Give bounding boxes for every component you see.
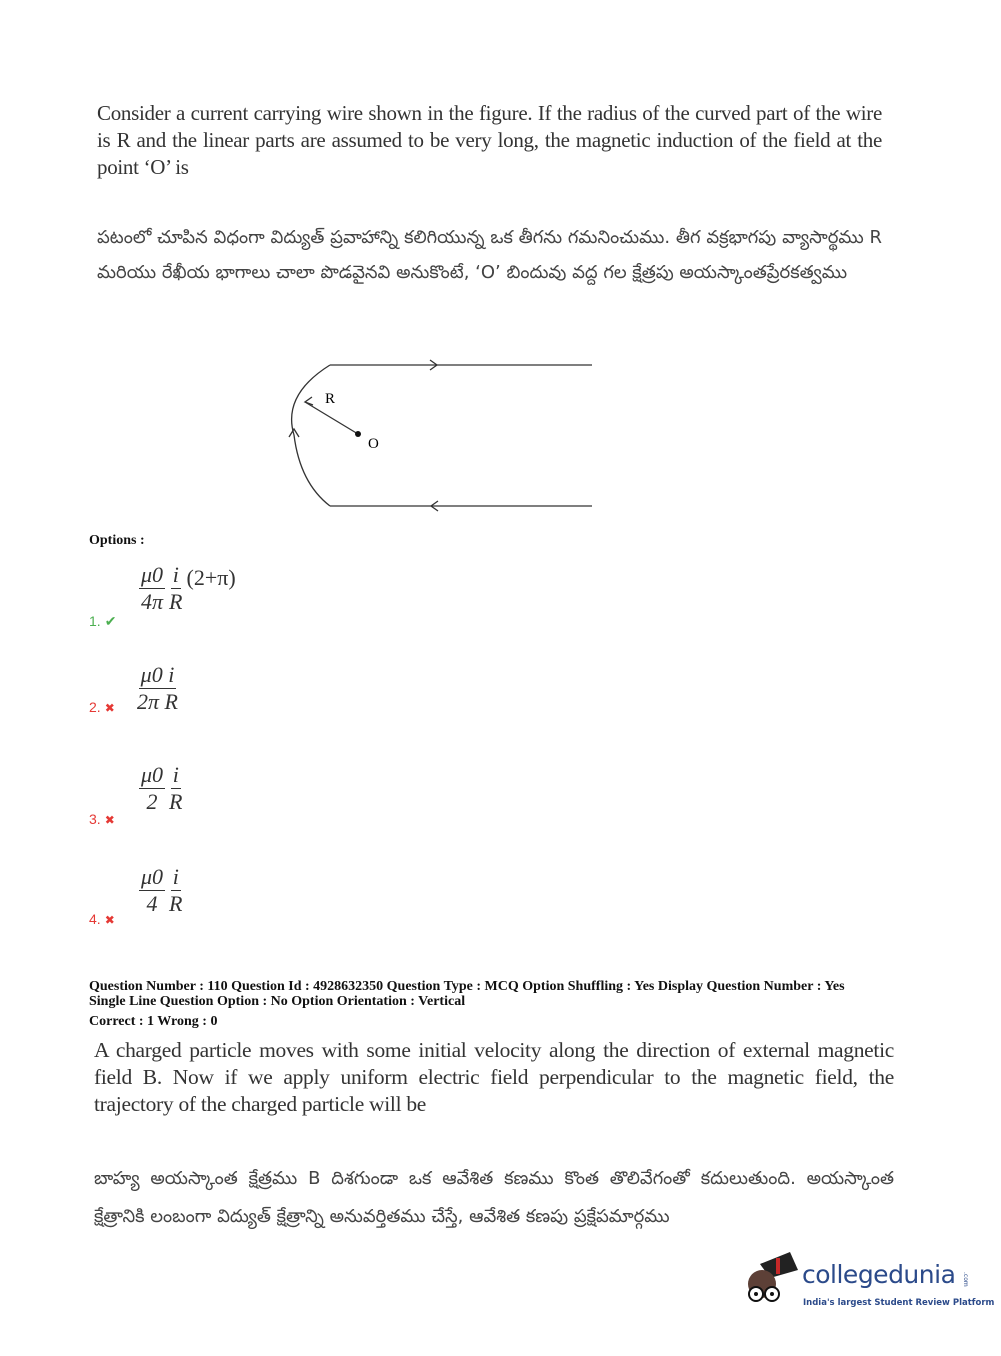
question1-english: Consider a current carrying wire shown in the figure. If the radius of the curved part of the wire is R and the linear parts are assumed to be very long, the magnetic induction of the field at the point ‘O’ is [97,101,882,179]
cross-icon: ✖ [104,813,115,827]
option-number: 1. [89,613,101,629]
cross-icon: ✖ [104,913,115,927]
wire-figure [280,355,600,520]
check-icon: ✔ [104,615,117,630]
question2-telugu: బాహ్య అయస్కాంత క్షేత్రము B దిశగుండా ఒక ఆవేశిత కణము కొంత తొలివేగంతో కదులుతుంది. అయస్కాంత క్షేత్రానికి లంబంగా విద్యుత్ క్షేత్రాన్ని అనువర్తితము చేస్తే, ఆవేశిత కణపు ప్రక్షేపమార్గము [94,1168,894,1227]
cross-icon: ✖ [104,701,115,715]
option-3[interactable]: $\frac{\mu 0}{2}$ $\frac{i}{R}$ 3. ✖ [89,762,183,827]
point-o [355,431,361,437]
question2-english: A charged particle moves with some initial velocity along the direction of external magnetic field B. Now if we apply uniform electric field perpendicular to the magnetic field, the trajectory of the charged particle will be [94,1038,894,1116]
option-1[interactable]: $\frac{\mu 0}{4\pi}$ $\frac{i}{R}$ (2+π) 1. ✔ [89,562,236,630]
radius-arrow-icon [305,397,313,405]
option-4[interactable]: $\frac{\mu 0}{4}$ $\frac{i}{R}$ 4. ✖ [89,864,183,927]
options-label: Options : [89,533,145,548]
mascot-icon [740,1250,800,1315]
option-2[interactable]: $\frac{\mu 0 i}{\text{2π R}}$ 2. ✖ [89,662,178,715]
label-r: R [325,391,336,407]
question-meta: Question Number : 110 Question Id : 4928632350 Question Type : MCQ Option Shuffling : Yes Display Question Number : Yes Single Line Question Option : No Option Orientation : Vertical Correct : 1 Wrong : 0 [89,979,845,1029]
collegedunia-logo: collegedunia .com India's largest Student Review Platform [740,1250,970,1320]
label-o: O [368,436,379,452]
question1-telugu: పటంలో చూపిన విధంగా విద్యుత్ ప్రవాహాన్ని కలిగియున్న ఒక తీగను గమనించుము. తీగ వక్రభాగపు వ్యాసార్థము R మరియు రేఖీయ భాగాలు చాలా పొడవైనవి అనుకొంటే, ‘O’ బిందువు వద్ద గల క్షేత్రపు అయస్కాంతప్రేరకత్వము [97,227,882,283]
